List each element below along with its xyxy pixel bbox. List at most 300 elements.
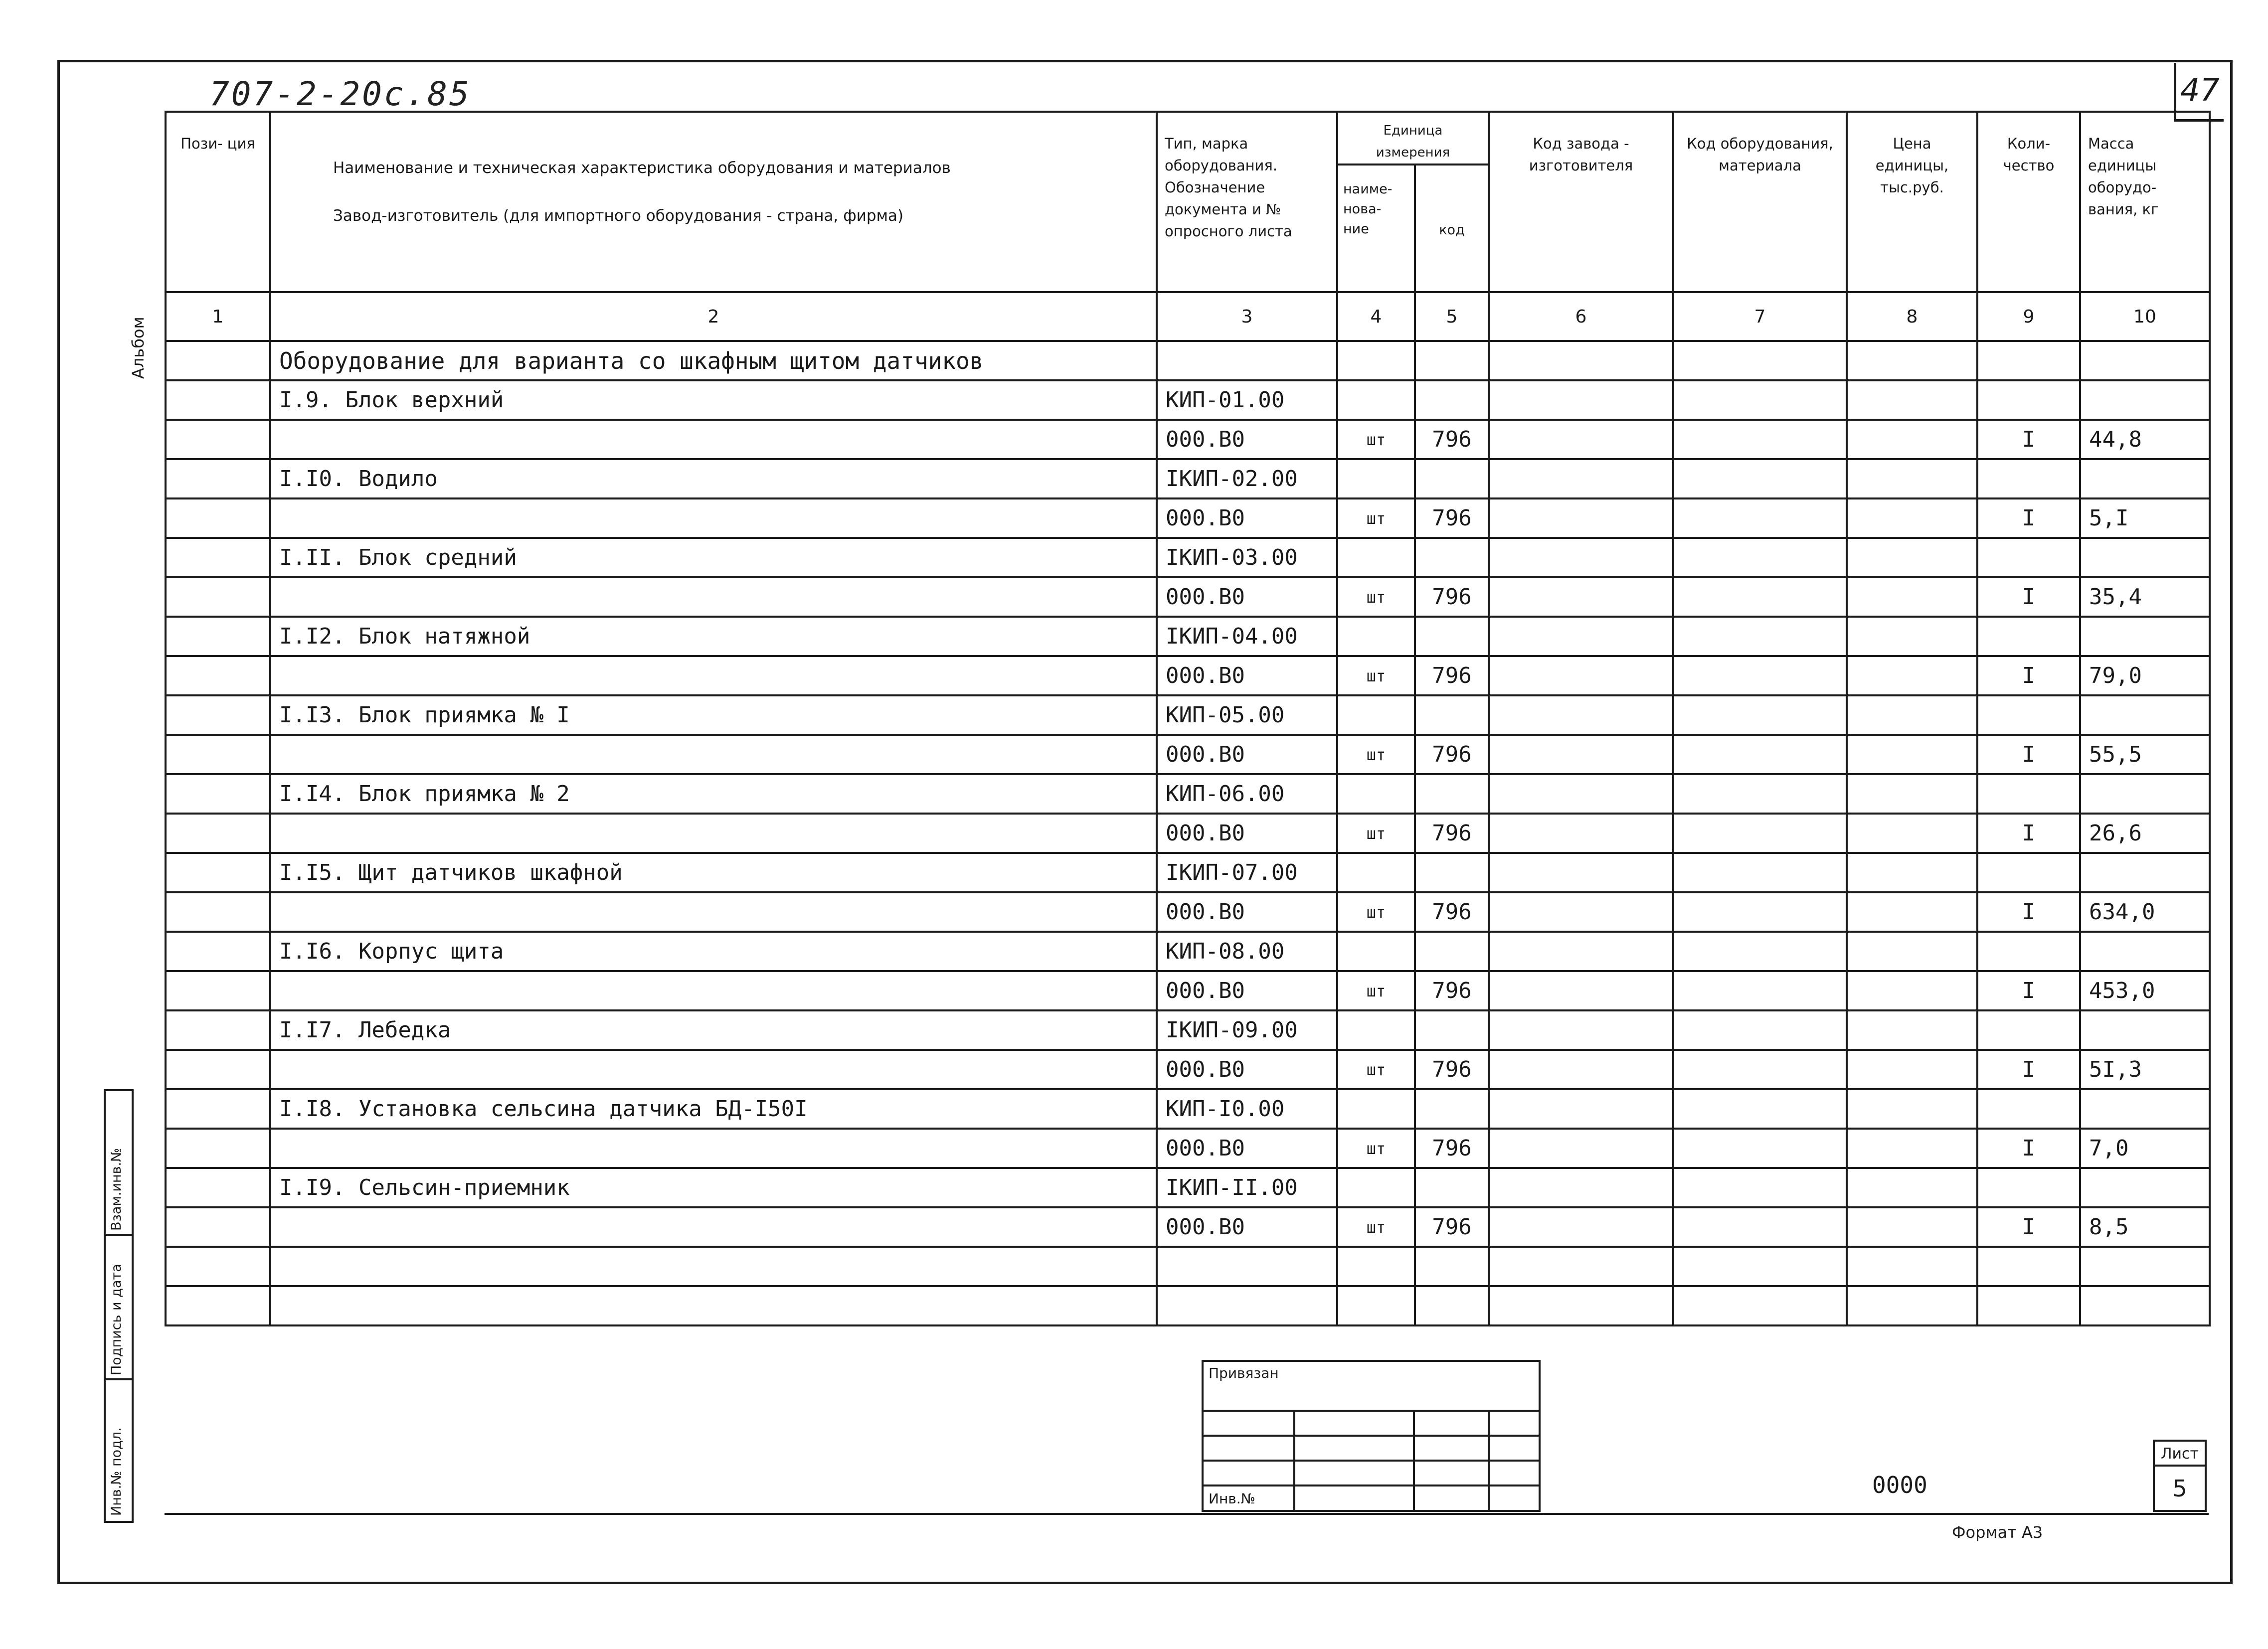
- cell-unit-name: [1337, 538, 1415, 577]
- cell-position: [166, 1010, 270, 1050]
- cell-factory-code: [1489, 498, 1673, 538]
- cell-type: 000.В0: [1157, 1129, 1337, 1168]
- cell-type: IКИП-07.00: [1157, 853, 1337, 892]
- cell-price: [1847, 459, 1977, 498]
- table-row: [166, 1089, 2210, 1129]
- cell-unit-code: 796: [1415, 814, 1489, 853]
- cell-position: [166, 380, 270, 420]
- stamp-replacement-label: Взам.инв.№: [109, 1148, 124, 1231]
- cell-quantity: I: [1977, 735, 2080, 774]
- cell-factory-code: [1489, 656, 1673, 695]
- cell-equipment-code: [1673, 892, 1847, 932]
- table-row: [166, 1207, 2210, 1247]
- cell-quantity: [1977, 459, 2080, 498]
- header-quantity: Коли- чество: [1977, 112, 2080, 292]
- cell-price: [1847, 695, 1977, 735]
- section-title: Оборудование для варианта со шкафным щитом датчиков: [270, 341, 1157, 380]
- cell-quantity: I: [1977, 1207, 2080, 1247]
- title-block: [1202, 1360, 1541, 1512]
- cell-unit-name: шт: [1337, 420, 1415, 459]
- cell-unit-name: шт: [1337, 656, 1415, 695]
- cell-price: [1847, 538, 1977, 577]
- cell-mass: [2080, 853, 2210, 892]
- cell-unit-code: [1415, 1010, 1489, 1050]
- cell-mass: 634,0: [2080, 892, 2210, 932]
- cell-quantity: [1977, 538, 2080, 577]
- cell-equipment-code: [1673, 735, 1847, 774]
- cell-name: I.9. Блок верхний: [270, 380, 1157, 420]
- cell-position: [166, 814, 270, 853]
- cell-name: [270, 1286, 1157, 1325]
- cell-position: [166, 617, 270, 656]
- document-code: 707-2-20с.85: [209, 75, 471, 113]
- cell-position: [166, 892, 270, 932]
- cell-quantity: I: [1977, 420, 2080, 459]
- cell-unit-code: 796: [1415, 735, 1489, 774]
- cell-factory-code: [1489, 1129, 1673, 1168]
- cell-unit-code: 796: [1415, 577, 1489, 617]
- table-row: [166, 1050, 2210, 1089]
- sheet-code: 0000: [1872, 1472, 1927, 1498]
- table-row: [166, 617, 2210, 656]
- table-row: [166, 1010, 2210, 1050]
- stamp-cell-signature: [106, 1236, 132, 1380]
- header-unit-name: наиме- нова- ние: [1337, 165, 1415, 292]
- cell-quantity: I: [1977, 656, 2080, 695]
- cell-mass: [2080, 1168, 2210, 1207]
- cell-name: I.I7. Лебедка: [270, 1010, 1157, 1050]
- cell-quantity: [1977, 1010, 2080, 1050]
- cell-position: [166, 735, 270, 774]
- stamp-signature-label: Подпись и дата: [109, 1264, 124, 1375]
- cell-position: [166, 932, 270, 971]
- cell-factory-code: [1489, 971, 1673, 1010]
- cell-mass: [2080, 1247, 2210, 1286]
- cell-unit-name: [1337, 1286, 1415, 1325]
- cell-type: IКИП-04.00: [1157, 617, 1337, 656]
- cell-equipment-code: [1673, 1010, 1847, 1050]
- cell-mass: [2080, 774, 2210, 814]
- cell-equipment-code: [1673, 1129, 1847, 1168]
- cell-unit-code: [1415, 774, 1489, 814]
- cell-type: КИП-06.00: [1157, 774, 1337, 814]
- cell-name: I.I4. Блок приямка № 2: [270, 774, 1157, 814]
- cell-mass: [2080, 1089, 2210, 1129]
- cell-factory-code: [1489, 932, 1673, 971]
- cell-factory-code: [1489, 774, 1673, 814]
- cell-equipment-code: [1673, 577, 1847, 617]
- cell-price: [1847, 932, 1977, 971]
- cell-name: I.I8. Установка сельсина датчика БД-I50I: [270, 1089, 1157, 1129]
- cell-position: [166, 1050, 270, 1089]
- cell-mass: 453,0: [2080, 971, 2210, 1010]
- table-row: [166, 538, 2210, 577]
- table-row: [166, 695, 2210, 735]
- cell-price: [1847, 1089, 1977, 1129]
- cell-unit-code: 796: [1415, 656, 1489, 695]
- cell-position: [166, 774, 270, 814]
- album-label: Альбом: [129, 317, 148, 379]
- cell-unit-name: шт: [1337, 498, 1415, 538]
- cell-factory-code: [1489, 1050, 1673, 1089]
- cell-type: IКИП-02.00: [1157, 459, 1337, 498]
- table-row: [166, 498, 2210, 538]
- cell-price: [1847, 1010, 1977, 1050]
- cell-quantity: [1977, 1286, 2080, 1325]
- column-number: 6: [1489, 292, 1673, 341]
- page-number: 47: [2174, 63, 2224, 122]
- cell-mass: [2080, 1286, 2210, 1325]
- cell-equipment-code: [1673, 420, 1847, 459]
- cell-quantity: [1977, 932, 2080, 971]
- cell-price: [1847, 1247, 1977, 1286]
- title-block-attached-label: Привязан: [1209, 1365, 1279, 1381]
- cell-type: 000.В0: [1157, 892, 1337, 932]
- cell-unit-code: [1415, 1286, 1489, 1325]
- cell-factory-code: [1489, 577, 1673, 617]
- cell-mass: 7,0: [2080, 1129, 2210, 1168]
- cell-mass: 55,5: [2080, 735, 2210, 774]
- cell-unit-name: шт: [1337, 814, 1415, 853]
- cell-quantity: I: [1977, 1129, 2080, 1168]
- cell-name: [270, 971, 1157, 1010]
- cell-unit-name: шт: [1337, 1050, 1415, 1089]
- header-price: Цена единицы, тыс.руб.: [1847, 112, 1977, 292]
- column-number: 1: [166, 292, 270, 341]
- cell-equipment-code: [1673, 814, 1847, 853]
- header-factory-code: Код завода - изготовителя: [1489, 112, 1673, 292]
- cell-name: [270, 1247, 1157, 1286]
- cell-type: 000.В0: [1157, 1207, 1337, 1247]
- header-name-line2: Завод-изготовитель (для импортного оборудования - страна, фирма): [333, 207, 904, 225]
- cell-type: IКИП-09.00: [1157, 1010, 1337, 1050]
- cell-unit-code: [1415, 380, 1489, 420]
- cell-factory-code: [1489, 1089, 1673, 1129]
- cell-equipment-code: [1673, 656, 1847, 695]
- cell-unit-code: 796: [1415, 498, 1489, 538]
- cell-name: [270, 577, 1157, 617]
- table-bottom-line: [165, 1513, 2209, 1515]
- title-block-inventory-label: Инв.№: [1209, 1490, 1255, 1507]
- table-row: [166, 774, 2210, 814]
- table-row: [166, 459, 2210, 498]
- cell-name: [270, 814, 1157, 853]
- cell-mass: [2080, 695, 2210, 735]
- cell-unit-code: 796: [1415, 971, 1489, 1010]
- cell-equipment-code: [1673, 853, 1847, 892]
- cell-position: [166, 1286, 270, 1325]
- cell-price: [1847, 1286, 1977, 1325]
- stamp-cell-replacement: [106, 1091, 132, 1236]
- cell-factory-code: [1489, 1010, 1673, 1050]
- cell-unit-code: 796: [1415, 1129, 1489, 1168]
- cell-factory-code: [1489, 853, 1673, 892]
- header-unit-code: код: [1415, 165, 1489, 292]
- cell-mass: 26,6: [2080, 814, 2210, 853]
- cell-type: КИП-05.00: [1157, 695, 1337, 735]
- table-row: [166, 577, 2210, 617]
- cell-factory-code: [1489, 459, 1673, 498]
- cell-mass: 5I,3: [2080, 1050, 2210, 1089]
- cell-price: [1847, 1050, 1977, 1089]
- cell-type: КИП-08.00: [1157, 932, 1337, 971]
- table-row: [166, 420, 2210, 459]
- table-row: [166, 1247, 2210, 1286]
- cell-type: 000.В0: [1157, 498, 1337, 538]
- table-row: [166, 380, 2210, 420]
- cell-type: 000.В0: [1157, 420, 1337, 459]
- cell-name: [270, 656, 1157, 695]
- cell-position: [166, 1247, 270, 1286]
- cell-position: [166, 853, 270, 892]
- stamp-strip: [104, 1089, 134, 1523]
- cell-equipment-code: [1673, 538, 1847, 577]
- cell-name: I.I5. Щит датчиков шкафной: [270, 853, 1157, 892]
- cell-quantity: [1977, 1247, 2080, 1286]
- cell-factory-code: [1489, 538, 1673, 577]
- cell-quantity: [1977, 380, 2080, 420]
- cell-unit-name: [1337, 1010, 1415, 1050]
- format-label: Формат А3: [1952, 1523, 2043, 1542]
- cell-unit-name: шт: [1337, 971, 1415, 1010]
- cell-position: [166, 1129, 270, 1168]
- cell-name: [270, 498, 1157, 538]
- header-position: Пози- ция: [166, 112, 270, 292]
- cell-quantity: I: [1977, 814, 2080, 853]
- cell-factory-code: [1489, 695, 1673, 735]
- cell-factory-code: [1489, 1168, 1673, 1207]
- cell-type: IКИП-03.00: [1157, 538, 1337, 577]
- cell-position: [166, 1168, 270, 1207]
- cell-price: [1847, 498, 1977, 538]
- cell-unit-name: [1337, 1089, 1415, 1129]
- cell-equipment-code: [1673, 1207, 1847, 1247]
- column-number: 2: [270, 292, 1157, 341]
- cell-position: [166, 420, 270, 459]
- cell-unit-name: [1337, 459, 1415, 498]
- column-number: 4: [1337, 292, 1415, 341]
- cell-mass: 44,8: [2080, 420, 2210, 459]
- table-row: [166, 656, 2210, 695]
- cell-type: 000.В0: [1157, 656, 1337, 695]
- cell-type: 000.В0: [1157, 1050, 1337, 1089]
- cell-quantity: [1977, 1168, 2080, 1207]
- specification-table: [165, 111, 2211, 1326]
- cell-name: [270, 735, 1157, 774]
- cell-unit-code: [1415, 853, 1489, 892]
- cell-factory-code: [1489, 814, 1673, 853]
- cell-position: [166, 538, 270, 577]
- cell-quantity: [1977, 617, 2080, 656]
- cell-unit-code: 796: [1415, 892, 1489, 932]
- column-number: 7: [1673, 292, 1847, 341]
- cell-quantity: [1977, 695, 2080, 735]
- cell-position: [166, 1207, 270, 1247]
- cell-price: [1847, 1207, 1977, 1247]
- cell-factory-code: [1489, 380, 1673, 420]
- cell-factory-code: [1489, 1247, 1673, 1286]
- cell-equipment-code: [1673, 1247, 1847, 1286]
- cell-unit-code: [1415, 932, 1489, 971]
- cell-unit-code: 796: [1415, 1050, 1489, 1089]
- cell-name: [270, 892, 1157, 932]
- cell-factory-code: [1489, 1207, 1673, 1247]
- section-title-row: [166, 341, 2210, 380]
- cell-name: I.I0. Водило: [270, 459, 1157, 498]
- cell-name: I.I3. Блок приямка № I: [270, 695, 1157, 735]
- table-row: [166, 932, 2210, 971]
- cell-unit-name: [1337, 774, 1415, 814]
- cell-price: [1847, 380, 1977, 420]
- cell-price: [1847, 1168, 1977, 1207]
- cell-equipment-code: [1673, 774, 1847, 814]
- cell-position: [166, 498, 270, 538]
- cell-name: [270, 420, 1157, 459]
- cell-name: I.I9. Сельсин-приемник: [270, 1168, 1157, 1207]
- cell-quantity: [1977, 1089, 2080, 1129]
- cell-unit-name: [1337, 380, 1415, 420]
- cell-quantity: [1977, 774, 2080, 814]
- cell-unit-name: [1337, 1168, 1415, 1207]
- cell-mass: [2080, 932, 2210, 971]
- cell-position: [166, 459, 270, 498]
- cell-equipment-code: [1673, 1089, 1847, 1129]
- table-row: [166, 853, 2210, 892]
- cell-type: 000.В0: [1157, 814, 1337, 853]
- cell-equipment-code: [1673, 695, 1847, 735]
- cell-unit-code: [1415, 459, 1489, 498]
- header-units: Единица измерения: [1337, 112, 1489, 165]
- cell-mass: [2080, 538, 2210, 577]
- cell-name: I.II. Блок средний: [270, 538, 1157, 577]
- stamp-cell-inventory: [106, 1380, 132, 1521]
- cell-equipment-code: [1673, 617, 1847, 656]
- cell-mass: 79,0: [2080, 656, 2210, 695]
- cell-mass: 35,4: [2080, 577, 2210, 617]
- column-number: 10: [2080, 292, 2210, 341]
- cell-position: [166, 1089, 270, 1129]
- cell-type: IКИП-II.00: [1157, 1168, 1337, 1207]
- table-row: [166, 892, 2210, 932]
- cell-quantity: I: [1977, 892, 2080, 932]
- cell-unit-code: [1415, 538, 1489, 577]
- column-number: 9: [1977, 292, 2080, 341]
- table-row: [166, 814, 2210, 853]
- table-row: [166, 1168, 2210, 1207]
- cell-name: I.I6. Корпус щита: [270, 932, 1157, 971]
- header-equipment-code: Код оборудования, материала: [1673, 112, 1847, 292]
- cell-equipment-code: [1673, 932, 1847, 971]
- cell-type: КИП-01.00: [1157, 380, 1337, 420]
- cell-price: [1847, 971, 1977, 1010]
- cell-unit-name: [1337, 853, 1415, 892]
- cell-unit-name: [1337, 617, 1415, 656]
- cell-name: [270, 1129, 1157, 1168]
- cell-price: [1847, 814, 1977, 853]
- column-number: 5: [1415, 292, 1489, 341]
- column-number-row: [166, 292, 2210, 341]
- cell-unit-code: [1415, 1089, 1489, 1129]
- cell-price: [1847, 420, 1977, 459]
- sheet-number: 5: [2172, 1475, 2187, 1502]
- header-name: [270, 112, 1157, 292]
- cell-unit-code: 796: [1415, 420, 1489, 459]
- cell-price: [1847, 892, 1977, 932]
- cell-type: 000.В0: [1157, 577, 1337, 617]
- table-row: [166, 971, 2210, 1010]
- table-row: [166, 1129, 2210, 1168]
- cell-quantity: I: [1977, 971, 2080, 1010]
- cell-mass: [2080, 459, 2210, 498]
- cell-unit-name: шт: [1337, 892, 1415, 932]
- cell-unit-name: шт: [1337, 577, 1415, 617]
- cell-mass: [2080, 1010, 2210, 1050]
- cell-mass: 8,5: [2080, 1207, 2210, 1247]
- specification-body: [166, 380, 2210, 1325]
- cell-unit-code: 796: [1415, 1207, 1489, 1247]
- cell-unit-name: [1337, 695, 1415, 735]
- cell-quantity: I: [1977, 1050, 2080, 1089]
- header-mass: Масса единицы оборудо- вания, кг: [2080, 112, 2210, 292]
- cell-mass: [2080, 617, 2210, 656]
- cell-name: [270, 1050, 1157, 1089]
- cell-price: [1847, 656, 1977, 695]
- cell-position: [166, 577, 270, 617]
- cell-name: I.I2. Блок натяжной: [270, 617, 1157, 656]
- cell-unit-code: [1415, 1168, 1489, 1207]
- cell-quantity: [1977, 853, 2080, 892]
- cell-unit-name: шт: [1337, 1207, 1415, 1247]
- cell-price: [1847, 1129, 1977, 1168]
- cell-type: 000.В0: [1157, 971, 1337, 1010]
- sheet-label: Лист: [2155, 1442, 2205, 1467]
- cell-factory-code: [1489, 420, 1673, 459]
- cell-type: [1157, 1247, 1337, 1286]
- column-number: 3: [1157, 292, 1337, 341]
- cell-unit-name: [1337, 932, 1415, 971]
- cell-equipment-code: [1673, 498, 1847, 538]
- cell-price: [1847, 853, 1977, 892]
- header-type: Тип, марка оборудования. Обозначение документа и № опросного листа: [1157, 112, 1337, 292]
- cell-factory-code: [1489, 735, 1673, 774]
- sheet-box: [2153, 1440, 2207, 1512]
- cell-position: [166, 971, 270, 1010]
- cell-type: 000.В0: [1157, 735, 1337, 774]
- table-row: [166, 735, 2210, 774]
- cell-price: [1847, 735, 1977, 774]
- cell-equipment-code: [1673, 459, 1847, 498]
- cell-equipment-code: [1673, 1168, 1847, 1207]
- cell-unit-code: [1415, 617, 1489, 656]
- table-row: [166, 1286, 2210, 1325]
- cell-equipment-code: [1673, 971, 1847, 1010]
- cell-equipment-code: [1673, 1050, 1847, 1089]
- cell-factory-code: [1489, 1286, 1673, 1325]
- stamp-inventory-label: Инв.№ подл.: [109, 1427, 124, 1516]
- cell-type: [1157, 1286, 1337, 1325]
- cell-price: [1847, 774, 1977, 814]
- cell-equipment-code: [1673, 380, 1847, 420]
- cell-unit-code: [1415, 1247, 1489, 1286]
- cell-unit-name: [1337, 1247, 1415, 1286]
- cell-equipment-code: [1673, 1286, 1847, 1325]
- cell-mass: [2080, 380, 2210, 420]
- cell-unit-name: шт: [1337, 735, 1415, 774]
- cell-factory-code: [1489, 892, 1673, 932]
- cell-unit-code: [1415, 695, 1489, 735]
- cell-position: [166, 695, 270, 735]
- header-row: [166, 112, 2210, 165]
